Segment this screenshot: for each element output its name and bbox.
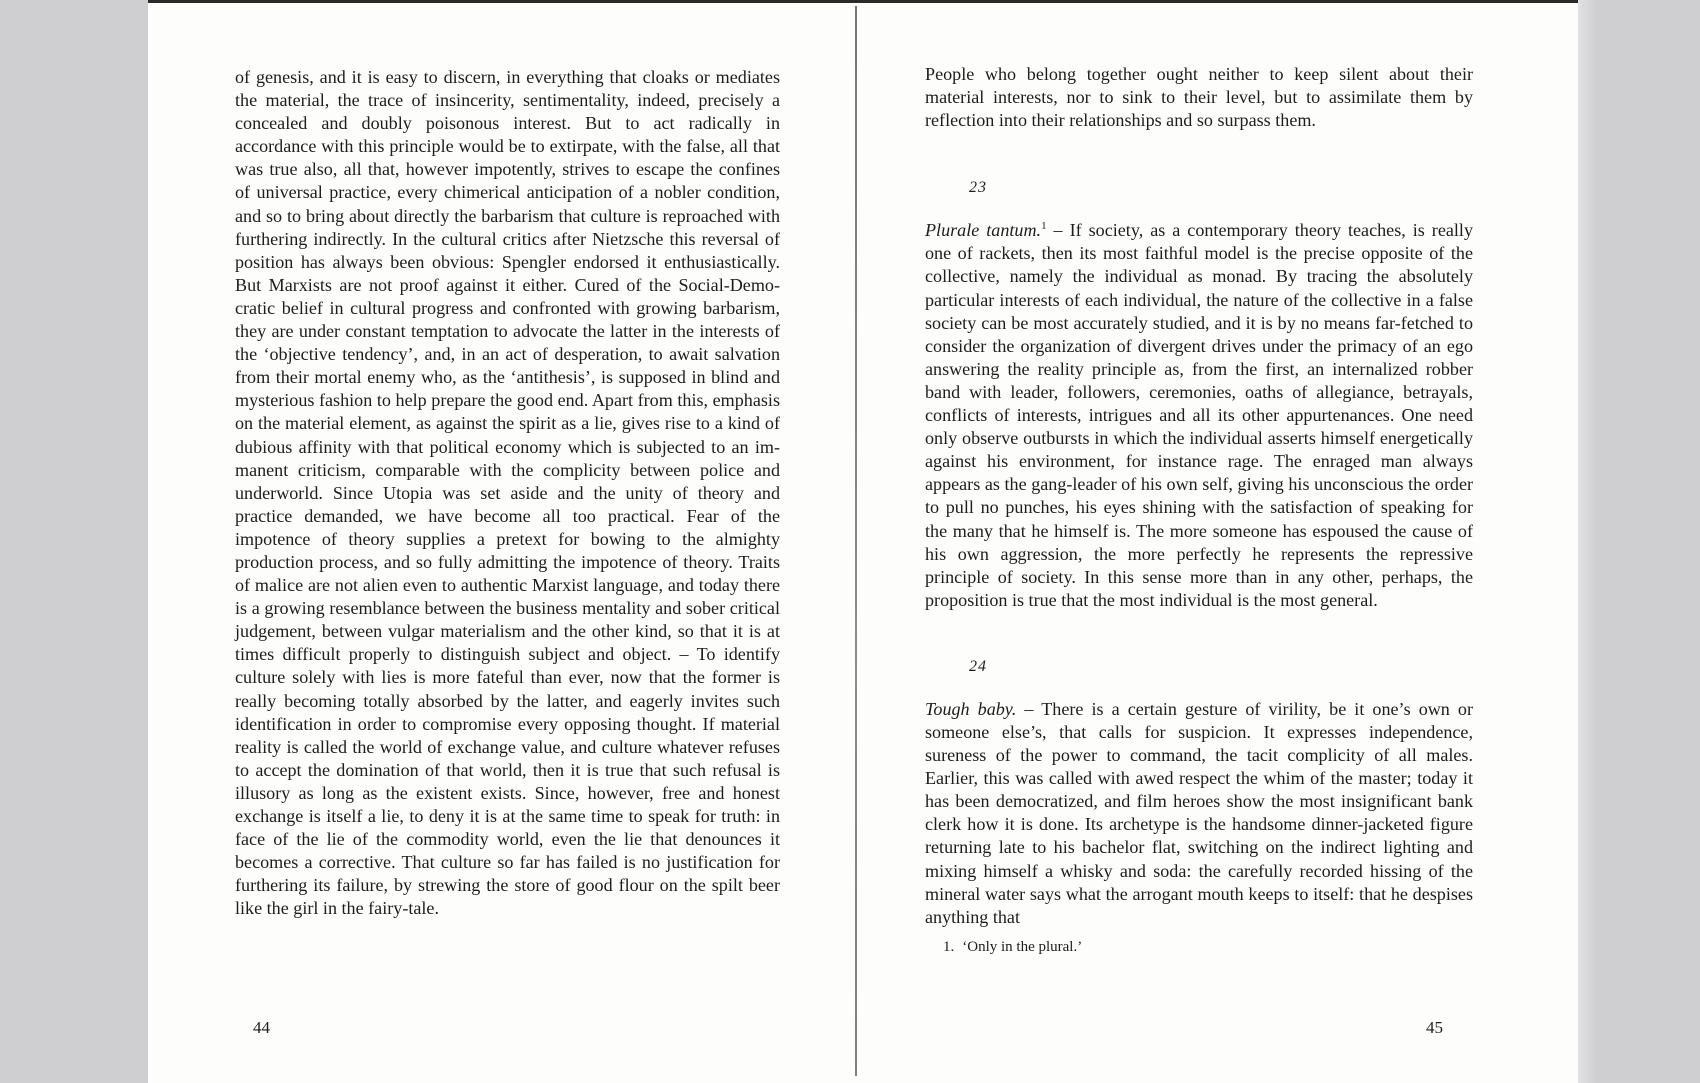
book-gutter [855,6,857,1076]
left-page-number: 44 [253,1018,270,1037]
section-23-paragraph [925,219,1473,612]
section-24-number: 24 [969,657,987,675]
section-23-title: Plurale tantum. [925,220,1042,241]
left-page-paragraph: of genesis, and it is easy to discern, in everything that cloaks or mediates the material, the trace of insincerity, sentimentality, indeed, precisely a concealed and doubly poisonous interest. But to act radically in accordance with this principle would be to extirpate, with the false, all that was true also, all that, however impotently, strives to escape the confines of universal practice, every chimerical anticipation of a nobler condition, and so to bring about directly the barbarism that culture is reproached with furthering indirectly. In the cultural critics after Nietzsche this reversal of position has always been obvious: Spengler endorsed it enthusiastically. But Marxists are not proof against it either. Cured of the Social-Democratic belief in cultural progress and confronted with growing barbarism, they are under constant temptation to advocate the latter in the interests of the ‘objective tendency’, and, in an act of desperation, to await salvation from their mortal enemy who, as the ‘antithesis’, is supposed in blind and mysterious fashion to help prepare the good end. Apart from this, emphasis on the material element, as against the spirit as a lie, gives rise to a kind of dubious affinity with that political economy which is subjected to an immanent criticism, comparable with the complicity between police and underworld. Since Utopia was set aside and the unity of theory and practice demanded, we have become all too practical. Fear of the impotence of theory supplies a pretext for bowing to the almighty production process, and so fully admitting the impotence of theory. Traits of malice are not alien even to authentic Marxist language, and today there is a growing resemblance between the business mentality and sober critical judgement, between vulgar materialism and the other kind, so that it is at times difficult properly to distinguish subject and object. – To identify culture solely with lies is more fateful than ever, now that the former is really becoming totally absorbed by the latter, and eagerly invites such identification in order to compromise every opposing thought. If material reality is called the world of exchange value, and culture whatever refuses to accept the domination of that world, then it is true that such refusal is illusory as long as the existent exists. Since, however, free and honest exchange is itself a lie, to deny it is at the same time to speak for truth: in face of the lie of the commodity world, even the lie that denounces it becomes a corrective. That culture so far has failed is no justification for furthering its failure, by strewing the store of good flour on the spilt beer like the girl in the fairy-tale. [235,67,780,919]
footnote-mark: 1. [943,938,955,955]
scan-edge [1578,0,1596,1083]
section-23-body: – If society, as a contemporary theory teaches, is really one of rackets, then its most faithful model is the precise opposite of the collective, namely the individual as monad. By tracing the absolutely particular interests of each individual, the nature of the collective in a false society can be most accurately studied, and it is by no means far-fetched to consider the organization of divergent drives under the primacy of an ego answering the reality principle as, from the first, an internalized robber band with leader, followers, ceremonies, oaths of allegiance, betrayals, conflicts of interests, intrigues and all its other appurtenances. One need only observe outbursts in which the individual asserts himself energetically against his environment, for instance rage. The enraged man always appears as the gang-leader of his own self, giving his unconscious the order to pull no punches, his eyes shining with the satisfaction of speaking for the many that he himself is. The more someone has espoused the cause of his own aggression, the more perfectly he represents the repressive principle of society. In this sense more than in any other, perhaps, the proposition is true that the most individual is the most general. [925,220,1473,610]
footnote [943,937,1473,957]
section-24-title: Tough baby. [925,698,1017,719]
opening-paragraph: People who belong together ought neither to keep silent about their material interests, nor to sink to their level, but to assimilate them by reflection into their relationships and so surpass them. [925,64,1473,131]
section-23-number: 23 [969,179,987,197]
section-24-paragraph [925,698,1473,929]
footnote-reference: 1 [1041,220,1047,233]
footnote-text: ‘Only in the plural.’ [962,938,1083,955]
right-page-number: 45 [1426,1018,1443,1037]
left-page [235,66,780,920]
right-page [925,63,1473,957]
section-24-body: – There is a certain gesture of virility, be it one’s own or someone else’s, that calls for suspicion. It expresses independence, sureness of the power to command, the tacit complicity of all males. Earlier, this was called with awed respect the whim of the master; today it has been democratized, and film heroes show the most insignificant bank clerk how it is done. Its archetype is the handsome dinner-jacketed figure returning late to his bachelor flat, switching on the indirect lighting and mixing himself a whisky and soda: the carefully recorded hissing of the mineral water says what the arrogant mouth keeps to itself: that he despises anything that [925,698,1473,927]
